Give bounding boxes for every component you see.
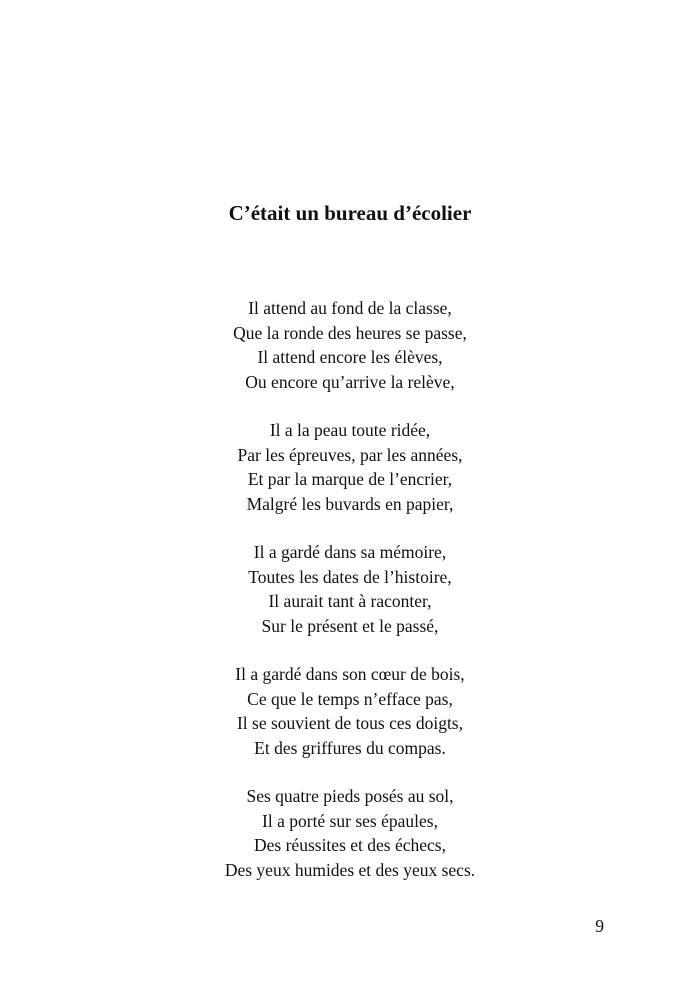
verse: Il attend au fond de la classe, xyxy=(248,298,452,318)
stanza-2 xyxy=(0,418,700,516)
poem-body xyxy=(0,296,700,906)
verse: Et par la marque de l’encrier, xyxy=(247,469,453,489)
verse: Ou encore qu’arrive la relève, xyxy=(245,371,455,392)
verse: Que la ronde des heures se passe, xyxy=(233,322,467,343)
verse: Des yeux humides et des yeux secs. xyxy=(224,859,476,880)
verse: Il a gardé dans sa mémoire, xyxy=(253,542,447,562)
stanza-5 xyxy=(0,784,700,882)
verse: Toutes les dates de l’histoire, xyxy=(248,566,452,587)
verse: Et des griffures du compas. xyxy=(254,737,446,758)
verse: Il attend encore les élèves, xyxy=(257,347,443,367)
verse: Il a gardé dans son cœur de bois, xyxy=(235,664,465,684)
verse: Par les épreuves, par les années, xyxy=(237,444,463,465)
verse: Il a porté sur ses épaules, xyxy=(262,810,438,831)
verse: Ce que le temps n’efface pas, xyxy=(247,688,453,709)
stanza-1 xyxy=(0,296,700,394)
verse: Il a la peau toute ridée, xyxy=(269,420,431,440)
verse: Des réussites et des échecs, xyxy=(254,835,446,855)
verse: Malgré les buvards en papier, xyxy=(246,493,454,514)
poem-title: C’était un bureau d’écolier xyxy=(228,201,472,225)
verse: Sur le présent et le passé, xyxy=(261,615,439,636)
verse: Ses quatre pieds posés au sol, xyxy=(246,786,454,806)
page-number: 9 xyxy=(595,916,604,936)
verse: Il se souvient de tous ces doigts, xyxy=(236,713,463,733)
stanza-3 xyxy=(0,540,700,638)
stanza-4 xyxy=(0,662,700,760)
verse: Il aurait tant à raconter, xyxy=(268,591,432,611)
